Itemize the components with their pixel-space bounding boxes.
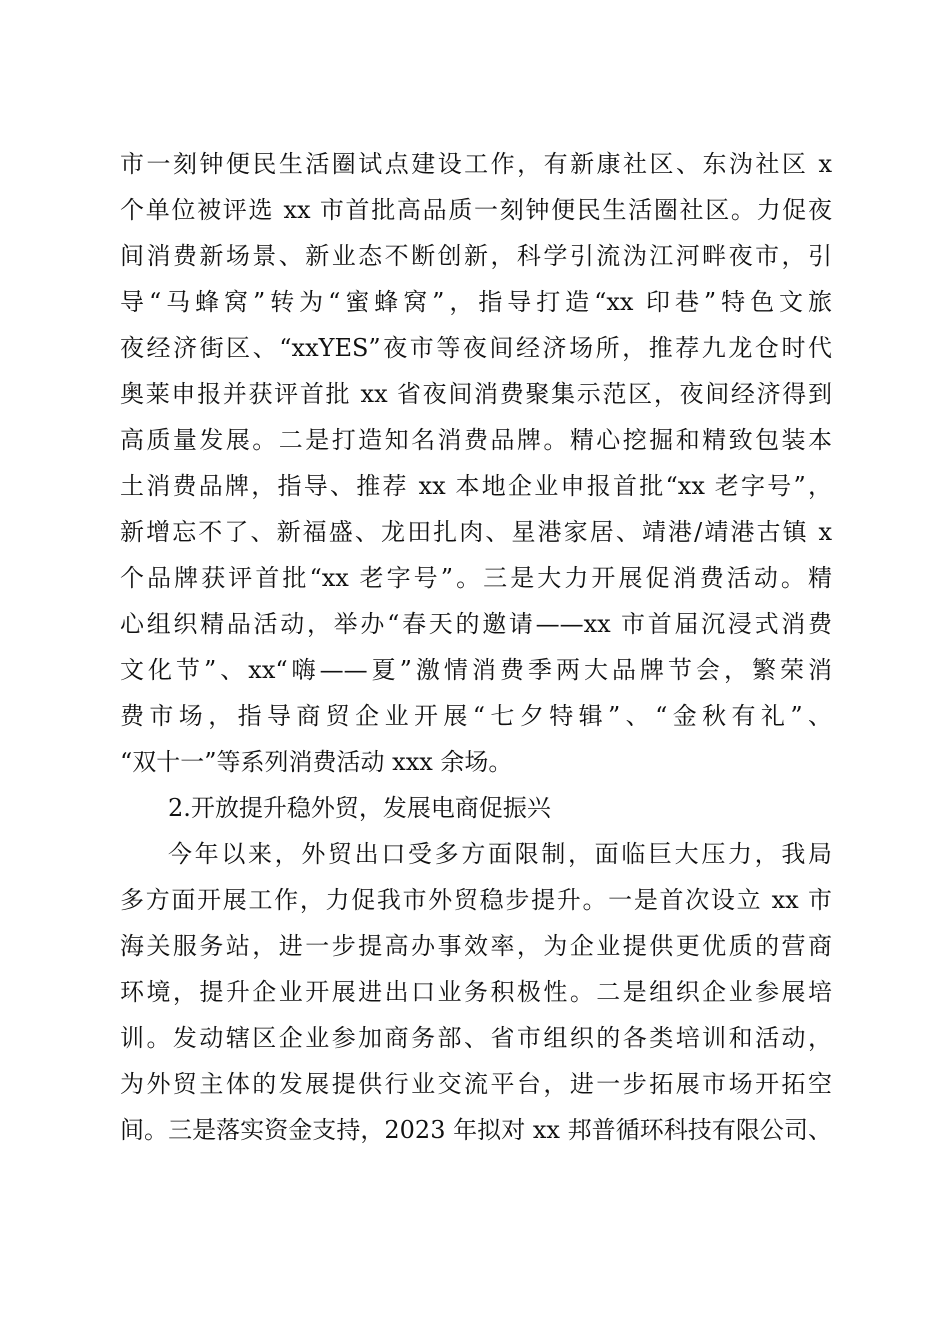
section-heading: 2.开放提升稳外贸，发展电商促振兴 bbox=[168, 794, 551, 822]
paragraph-line: 海关服务站，进一步提高办事效率，为企业提供更优质的营商 bbox=[120, 932, 832, 960]
paragraph-line: 个单位被评选 xx 市首批高品质一刻钟便民生活圈社区。力促夜 bbox=[120, 196, 832, 224]
paragraph-line: 文化节”、xx“嗨——夏”激情消费季两大品牌节会，繁荣消 bbox=[120, 656, 832, 684]
paragraph-line: 费市场，指导商贸企业开展“七夕特辑”、“金秋有礼”、 bbox=[120, 702, 832, 730]
paragraph-line: 多方面开展工作，力促我市外贸稳步提升。一是首次设立 xx 市 bbox=[120, 886, 832, 914]
paragraph-line: 奥莱申报并获评首批 xx 省夜间消费聚集示范区，夜间经济得到 bbox=[120, 380, 832, 408]
paragraph-line: 高质量发展。二是打造知名消费品牌。精心挖掘和精致包装本 bbox=[120, 426, 832, 454]
paragraph-line: 夜经济街区、“xxYES”夜市等夜间经济场所，推荐九龙仓时代 bbox=[120, 334, 832, 362]
paragraph-line: 为外贸主体的发展提供行业交流平台，进一步拓展市场开拓空 bbox=[120, 1070, 832, 1098]
paragraph-line: 间。三是落实资金支持，2023 年拟对 xx 邦普循环科技有限公司、 bbox=[120, 1116, 832, 1144]
paragraph-line: 个品牌获评首批“xx 老字号”。三是大力开展促消费活动。精 bbox=[120, 564, 832, 592]
paragraph-line: 土消费品牌，指导、推荐 xx 本地企业申报首批“xx 老字号”， bbox=[120, 472, 832, 500]
paragraph-line: 新增忘不了、新福盛、龙田扎肉、星港家居、靖港/靖港古镇 x bbox=[120, 518, 832, 546]
paragraph-line: 导“马蜂窝”转为“蜜蜂窝”，指导打造“xx 印巷”特色文旅 bbox=[120, 288, 832, 316]
paragraph-line: 心组织精品活动，举办“春天的邀请——xx 市首届沉浸式消费 bbox=[120, 610, 832, 638]
paragraph-line: 环境，提升企业开展进出口业务积极性。二是组织企业参展培 bbox=[120, 978, 832, 1006]
paragraph-line: 间消费新场景、新业态不断创新，科学引流沩江河畔夜市，引 bbox=[120, 242, 832, 270]
document-body bbox=[120, 141, 832, 1153]
paragraph-line: 今年以来，外贸出口受多方面限制，面临巨大压力，我局 bbox=[168, 840, 832, 868]
paragraph-line: “双十一”等系列消费活动 xxx 余场。 bbox=[120, 748, 513, 776]
paragraph-line: 市一刻钟便民生活圈试点建设工作，有新康社区、东沩社区 x bbox=[120, 150, 832, 178]
paragraph-line: 训。发动辖区企业参加商务部、省市组织的各类培训和活动， bbox=[120, 1024, 832, 1052]
